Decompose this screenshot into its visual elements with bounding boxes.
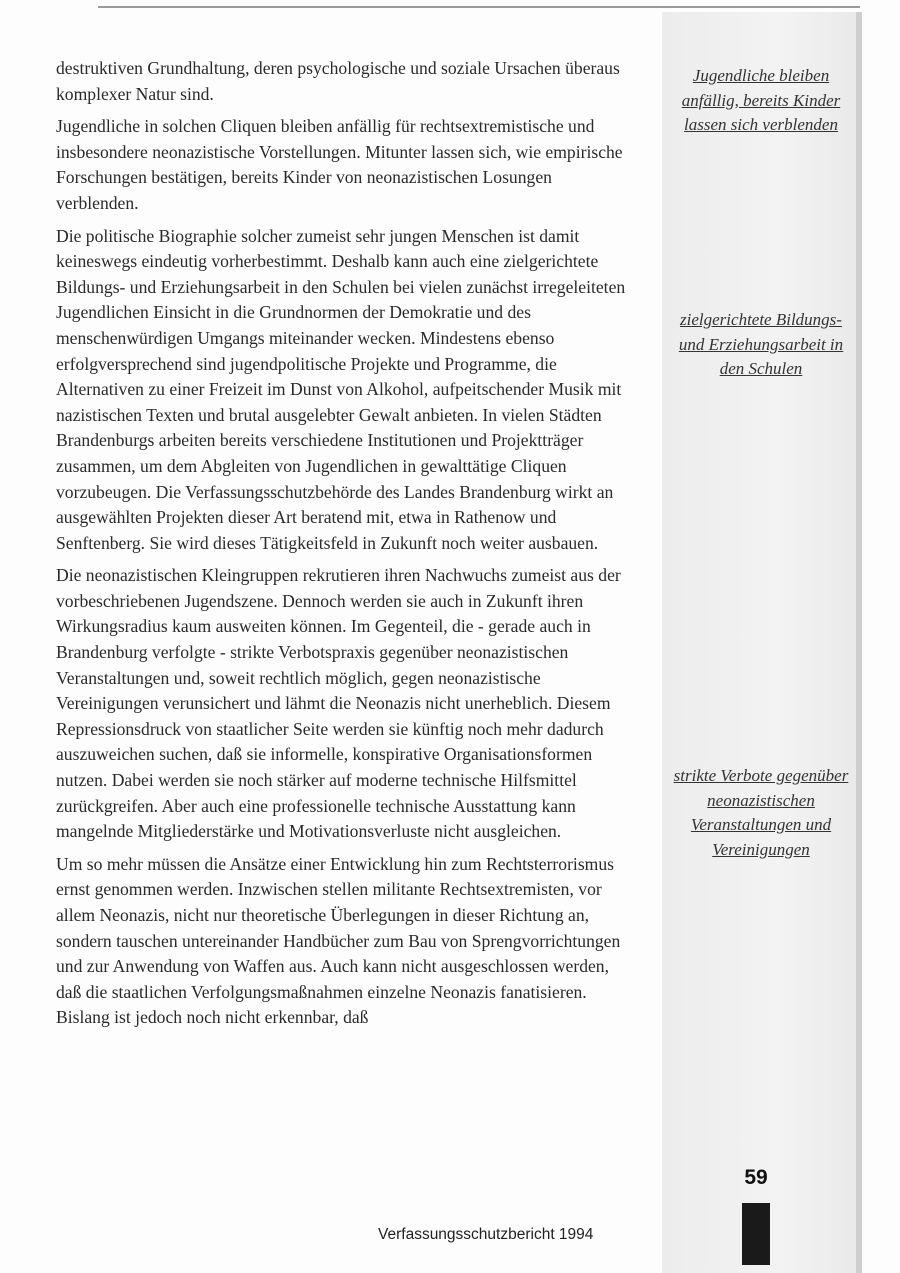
paragraph: Die politische Biographie solcher zumeist sehr jungen Menschen ist damit keineswegs eindeutig vorherbestimmt. Deshalb kann auch eine zielgerichtete Bildungs- und Erziehungsarbeit in den Schulen bei vielen zunächst irregeleiteten Jugendlichen Einsicht in die Grundnormen der Demokratie und des menschenwürdigen Umgangs miteinander wecken. Mindestens ebenso erfolgversprechend sind jugendpolitische Projekte und Programme, die Alternativen zu einer Freizeit im Dunst von Alkohol, aufpeitschender Musik mit nazistischen Texten und brutal ausgelebter Gewalt anbieten. In vielen Städten Brandenburgs arbeiten bereits verschiedene Institutionen und Projektträger zusammen, um dem Abgleiten von Jugendlichen in gewalttätige Cliquen vorzubeugen. Die Verfassungsschutzbehörde des Landes Brandenburg wirkt an ausgewählten Projekten dieser Art beratend mit, etwa in Rathenow und Senftenberg. Sie wird dieses Tätigkeitsfeld in Zukunft noch weiter ausbauen. (56, 225, 626, 553)
paragraph: destruktiven Grundhaltung, deren psychologische und soziale Ursachen überaus komplexer Natur sind. (56, 58, 620, 104)
margin-note: zielgerichtete Bildungs- und Erziehungsarbeit in den Schulen (678, 310, 844, 378)
top-rule (98, 6, 860, 8)
page-number: 59 (744, 1166, 768, 1189)
page-marker-bar (742, 1203, 770, 1265)
paragraph: Um so mehr müssen die Ansätze einer Entwicklung hin zum Rechtsterrorismus ernst genommen werden. Inzwischen stellen militante Rechtsextremisten, vor allem Neonazis, nicht nur theoretische Überlegungen in dieser Richtung an, sondern tauschen untereinander Handbücher zum Bau von Sprengvorrichtungen und zur Anwendung von Waffen aus. Auch kann nicht ausgeschlossen werden, daß die staatlichen Verfolgungsmaßnahmen einzelne Neonazis fanatisieren. Bislang ist jedoch noch nicht erkennbar, daß (56, 853, 621, 1028)
margin-note: strikte Verbote gegenüber neonazistischen Veranstaltungen und Vereinigungen (673, 766, 849, 859)
margin-column (662, 12, 860, 1273)
paragraph: Jugendliche in solchen Cliquen bleiben anfällig für rechtsextremistische und insbesondere neonazistische Vorstellungen. Mitunter lassen sich, wie empirische Forschungen bestätigen, bereits Kinder von neonazistischen Losungen verblenden. (56, 116, 623, 213)
page-edge-shadow (856, 12, 862, 1273)
footer-title: Verfassungsschutzbericht 1994 (378, 1226, 594, 1243)
margin-note: Jugendliche bleiben anfällig, bereits Kinder lassen sich verblenden (681, 66, 841, 134)
main-text-column (56, 56, 634, 1038)
paragraph: Die neonazistischen Kleingruppen rekrutieren ihren Nachwuchs zumeist aus der vorbeschriebenen Jugendszene. Dennoch werden sie auch in Zukunft ihren Wirkungsradius kaum ausweiten können. Im Gegenteil, die - gerade auch in Brandenburg verfolgte - strikte Verbotspraxis gegenüber neonazistischen Veranstaltungen und, soweit rechtlich möglich, gegen neonazistische Vereinigungen verunsichert und lähmt die Neonazis nicht unerheblich. Diesem Repressionsdruck von staatlicher Seite werden sie künftig noch mehr dadurch auszuweichen suchen, daß sie informelle, konspirative Organisationsformen nutzen. Dabei werden sie noch stärker auf moderne technische Hilfsmittel zurückgreifen. Aber auch eine professionelle technische Ausstattung kann mangelnde Mitgliederstärke und Motivationsverluste nicht ausgleichen. (56, 565, 621, 842)
